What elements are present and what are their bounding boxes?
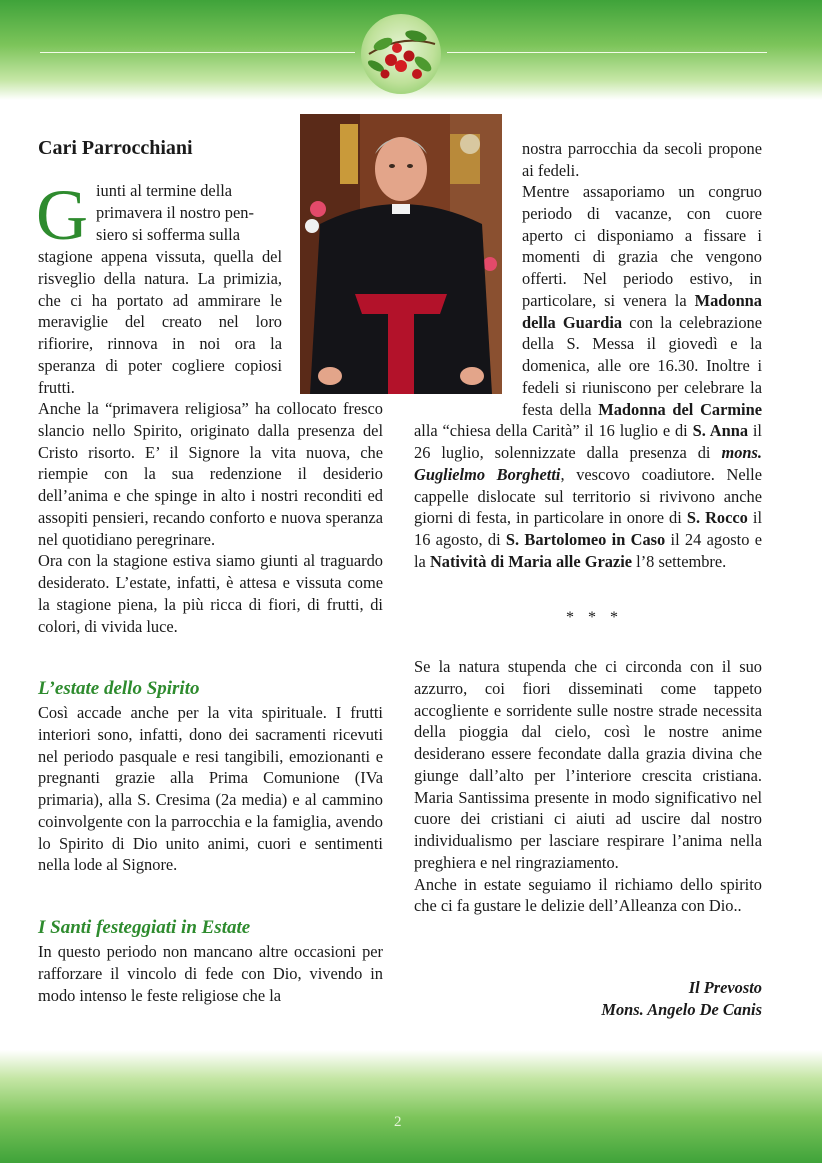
- feast-text: Mentre assaporiamo un congruo periodo di vacanze, con cuore aperto ci disponiamo a fissare i momenti di grazia che vengono offerti. Nel periodo estivo, in particolare, si venera la: [522, 182, 762, 310]
- intro-line: siero si sofferma sulla: [96, 225, 240, 244]
- feast-name: S. Rocco: [686, 508, 748, 528]
- feast-text: il 16 agosto, di: [414, 508, 762, 549]
- intro-paragraph: [38, 246, 282, 398]
- drop-cap: G: [36, 175, 88, 255]
- page-number: 2: [394, 1114, 402, 1130]
- header-rule-right: [447, 52, 767, 53]
- feast-text: alla “chiesa della Carità” il 16 luglio e di: [414, 421, 693, 441]
- section-body: [38, 941, 383, 1006]
- cherry-branch-icon: [361, 14, 441, 94]
- section-body-text: Così accade anche per la vita spirituale. I frutti interiori sono, infatti, dono dei sacramenti ricevuti nel periodo pasquale e resi tangibili, emozionanti e pregnanti grazie alla Prima Comunione (IVa primaria), alla S. Cresima (2a media) e al cammino coinvolgente con la parrocchia e la famiglia, avendo lo Spirito di Dio unito animi, cuori e sentimenti nella lode al Signore.: [38, 703, 383, 875]
- section-heading: L’estate dello Spirito: [38, 678, 200, 699]
- feast-text: il 26 luglio, solennizzate dalla presenza di: [414, 421, 762, 462]
- feast-name: S. Bartolomeo in Caso: [505, 530, 666, 549]
- section-body: [38, 702, 383, 876]
- feast-text: il 24 agosto e la: [414, 530, 762, 571]
- intro-body-3: Ora con la stagione estiva siamo giunti al traguardo desiderato. L’estate, infatti, è attesa e vissuta come la stagione piena, la più ricca di fiori, di frutti, di colori, di vivida luce.: [38, 551, 383, 636]
- feast-name: Natività di Maria alle Grazie: [429, 551, 633, 571]
- right-paragraph: Se la natura stupenda che ci circonda con il suo azzurro, coi fiori disseminati come tappeto accogliente e sorridente sulle nostre strade necessita della pioggia dal cielo, così le nostre anime desiderano essere fecondate dalla grazia divina che giunge dall’alto per l’interiore crescita cristiana. Maria Santissima presente in modo significativo nel cuore dei cristiani ci aiuti ad uscire dal nostro individualismo per lasciare respirare l’anima nella preghiera e nel ringraziamento.: [414, 657, 762, 872]
- right-column-bottom: [414, 656, 762, 917]
- signature-role: Il Prevosto: [688, 978, 762, 997]
- signature-name: Mons. Angelo De Canis: [601, 1000, 762, 1019]
- section-body-text: In questo periodo non mancano altre occasioni per rafforzare il vincolo di fede con Dio, vivendo in modo intenso le feste religiose che la: [38, 942, 383, 1005]
- feast-text: , vescovo coadiutore. Nelle cappelle dislocate sul territorio si rivivono anche giorni di festa, in particolare in onore di: [414, 464, 762, 528]
- page-title: Cari Parrocchiani: [38, 137, 193, 159]
- header-rule-left: [40, 52, 355, 53]
- right-paragraph: Anche in estate seguiamo il richiamo dello spirito che ci fa gustare le delizie dell’Alleanza con Dio..: [414, 874, 762, 916]
- feast-text: con la celebrazione della S. Messa il giovedì e la domenica, alle ore 16.30. Inoltre i fedeli si riuniscono per celebrare la festa della: [522, 312, 762, 419]
- intro-body: stagione appena vissuta, quella del risveglio della natura. La primizia, che ci ha portato ad ammirare le meraviglie del creato nel loro rifiorire, rinnova in noi ora la speranza di poter cogliere copiosi frutti.: [38, 247, 282, 397]
- intro-paragraph-2: [38, 398, 383, 637]
- feast-name: S. Anna: [692, 421, 749, 441]
- footer-band: [0, 1050, 822, 1163]
- photo-wrap-spacer: [414, 181, 522, 399]
- feast-name: Madonna del Carmine: [598, 399, 762, 419]
- right-paragraph: nostra parrocchia da secoli propone ai fedeli.: [522, 139, 762, 180]
- right-column-top: [522, 138, 762, 182]
- feast-name: mons. Guglielmo Borghetti: [414, 443, 762, 484]
- intro-line: primavera il nostro pen-: [96, 203, 254, 222]
- section-heading: I Santi festeggiati in Estate: [38, 917, 251, 938]
- feast-name: Madonna della Guardia: [522, 290, 762, 332]
- feast-text: l’8 settembre.: [632, 551, 727, 571]
- intro-line: iunti al termine della: [96, 181, 233, 200]
- intro-body-2: Anche la “primavera religiosa” ha collocato fresco slancio nello Spirito, originato dalla presenza del Cristo risorto. E’ il Signore la vita nuova, che riempie con la sua redenzione il desiderio dell’anima e che spinge in alto i nostri reconditi ed assopiti pensieri, recando conforto e nuova speranza nel quotidiano peregrinare.: [38, 399, 383, 549]
- separator: * * *: [566, 609, 623, 626]
- right-column-feasts: [414, 181, 762, 573]
